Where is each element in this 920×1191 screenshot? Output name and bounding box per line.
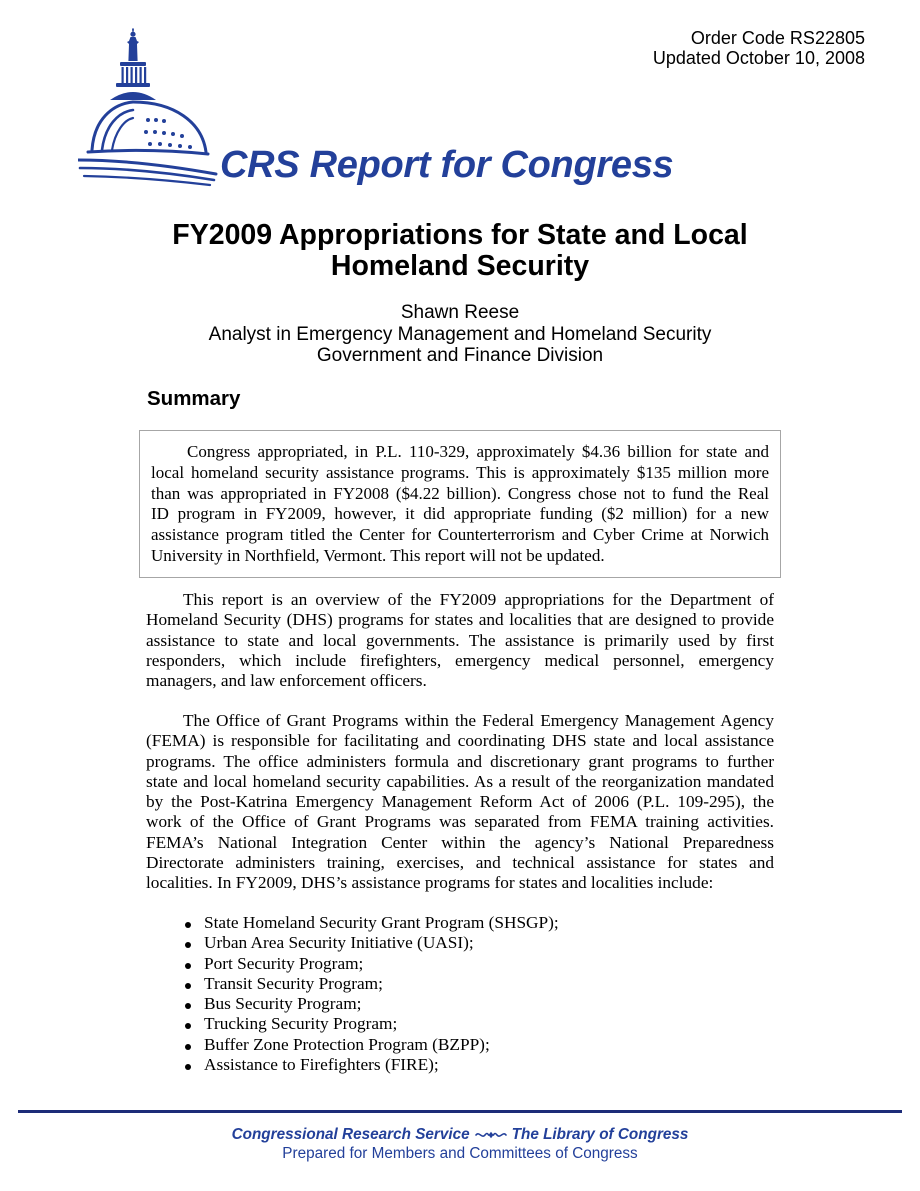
- summary-heading: Summary: [147, 387, 241, 410]
- bullet-icon: [185, 963, 191, 969]
- body-paragraph: [146, 711, 774, 893]
- paragraph-line: Homeland Security (DHS) programs for states and localities that are designed to provide: [146, 610, 774, 630]
- bullet-text: Urban Area Security Initiative (UASI);: [204, 933, 474, 953]
- paragraph-line: This report is an overview of the FY2009 appropriations for the Department of: [183, 590, 774, 609]
- summary-line: than was appropriated in FY2008 ($4.22 billion). Congress chose not to fund the Real: [151, 483, 769, 503]
- bullet-icon: [185, 922, 191, 928]
- paragraph-line: localities. In FY2009, DHS’s assistance programs for states and localities include:: [146, 873, 714, 892]
- author-name: Shawn Reese: [400, 302, 520, 323]
- summary-line: assistance program titled the Center for Counterterrorism and Cyber Crime at Norwich: [151, 525, 769, 545]
- bullet-text: Trucking Security Program;: [204, 1014, 398, 1034]
- footer-library: The Library of Congress: [511, 1126, 689, 1143]
- order-code: Order Code RS22805: [690, 28, 865, 48]
- title-line: FY2009 Appropriations for State and Local: [172, 219, 748, 251]
- paragraph-line: Directorate administers training, exercises, and technical assistance for states and: [146, 852, 774, 872]
- list-item: [146, 1035, 774, 1055]
- bullet-text: State Homeland Security Grant Program (SHSGP);: [204, 913, 559, 932]
- summary-text: [151, 442, 769, 567]
- footer-org-line: [0, 1126, 920, 1144]
- bullet-text: Port Security Program;: [204, 953, 364, 973]
- paragraph-line: programs. The office administers formula and discretionary grant programs to further: [146, 751, 774, 771]
- footer-tagline: Prepared for Members and Committees of Congress: [282, 1145, 638, 1162]
- list-item: [146, 933, 774, 953]
- bullet-icon: [185, 1023, 191, 1029]
- list-item: [146, 1014, 774, 1034]
- footer-org: Congressional Research Service: [231, 1126, 470, 1143]
- order-code-block: [653, 28, 865, 68]
- capitol-dome-icon: [78, 28, 218, 188]
- ornament-icon: [475, 1129, 507, 1141]
- summary-line: University in Northfield, Vermont. This report will not be updated.: [151, 545, 605, 565]
- bullet-text: Buffer Zone Protection Program (BZPP);: [204, 1034, 490, 1054]
- summary-line: local homeland security assistance programs. This is approximately $135 million more: [151, 462, 769, 482]
- bullet-icon: [185, 1044, 191, 1050]
- list-item: [146, 954, 774, 974]
- paragraph-line: by the Post-Katrina Emergency Management Reform Act of 2006 (P.L. 109-295), the: [146, 792, 774, 811]
- list-item: [146, 913, 774, 933]
- bullet-icon: [185, 1064, 191, 1070]
- paragraph-line: The Office of Grant Programs within the Federal Emergency Management Agency: [183, 711, 774, 730]
- paragraph-line: managers, and law enforcement officers.: [146, 671, 427, 690]
- bullet-icon: [185, 942, 191, 948]
- paragraph-line: assistance to state and local governments. The assistance is primarily used by first: [146, 630, 774, 650]
- summary-line: Congress appropriated, in P.L. 110-329, approximately $4.36 billion for state and: [187, 442, 769, 461]
- updated-date: Updated October 10, 2008: [652, 48, 865, 68]
- list-item: [146, 974, 774, 994]
- paragraph-line: (FEMA) is responsible for facilitating and coordinating DHS state and local assistance: [146, 731, 774, 751]
- bullet-text: Transit Security Program;: [204, 973, 383, 993]
- paragraph-line: FEMA’s National Integration Center within the agency’s National Preparedness: [146, 832, 774, 852]
- bullet-list: [146, 913, 774, 1075]
- brand-title: CRS Report for Congress: [220, 144, 674, 186]
- bullet-text: Assistance to Firefighters (FIRE);: [204, 1055, 439, 1075]
- author-block: [0, 302, 920, 367]
- summary-box: [139, 430, 781, 578]
- footer-rule: [18, 1110, 902, 1113]
- body-paragraph: [146, 590, 774, 691]
- paragraph-line: state and local homeland security capabilities. As a result of the reorganization mandated: [146, 771, 774, 791]
- author-position: Analyst in Emergency Management and Homeland Security: [208, 323, 712, 345]
- paragraph-line: responders, which include firefighters, emergency medical personnel, emergency: [146, 650, 774, 670]
- bullet-text: Bus Security Program;: [204, 994, 362, 1014]
- paragraph-line: work of the Office of Grant Programs was separated from FEMA training activities.: [146, 812, 774, 832]
- title-line: Homeland Security: [330, 250, 590, 282]
- bullet-icon: [185, 1003, 191, 1009]
- author-division: Government and Finance Division: [316, 345, 604, 366]
- list-item: [146, 994, 774, 1014]
- summary-line: ID program in FY2009, however, it did appropriate funding ($2 million) for a new: [151, 504, 769, 524]
- bullet-icon: [185, 983, 191, 989]
- page-title: [0, 220, 920, 282]
- list-item: [146, 1055, 774, 1075]
